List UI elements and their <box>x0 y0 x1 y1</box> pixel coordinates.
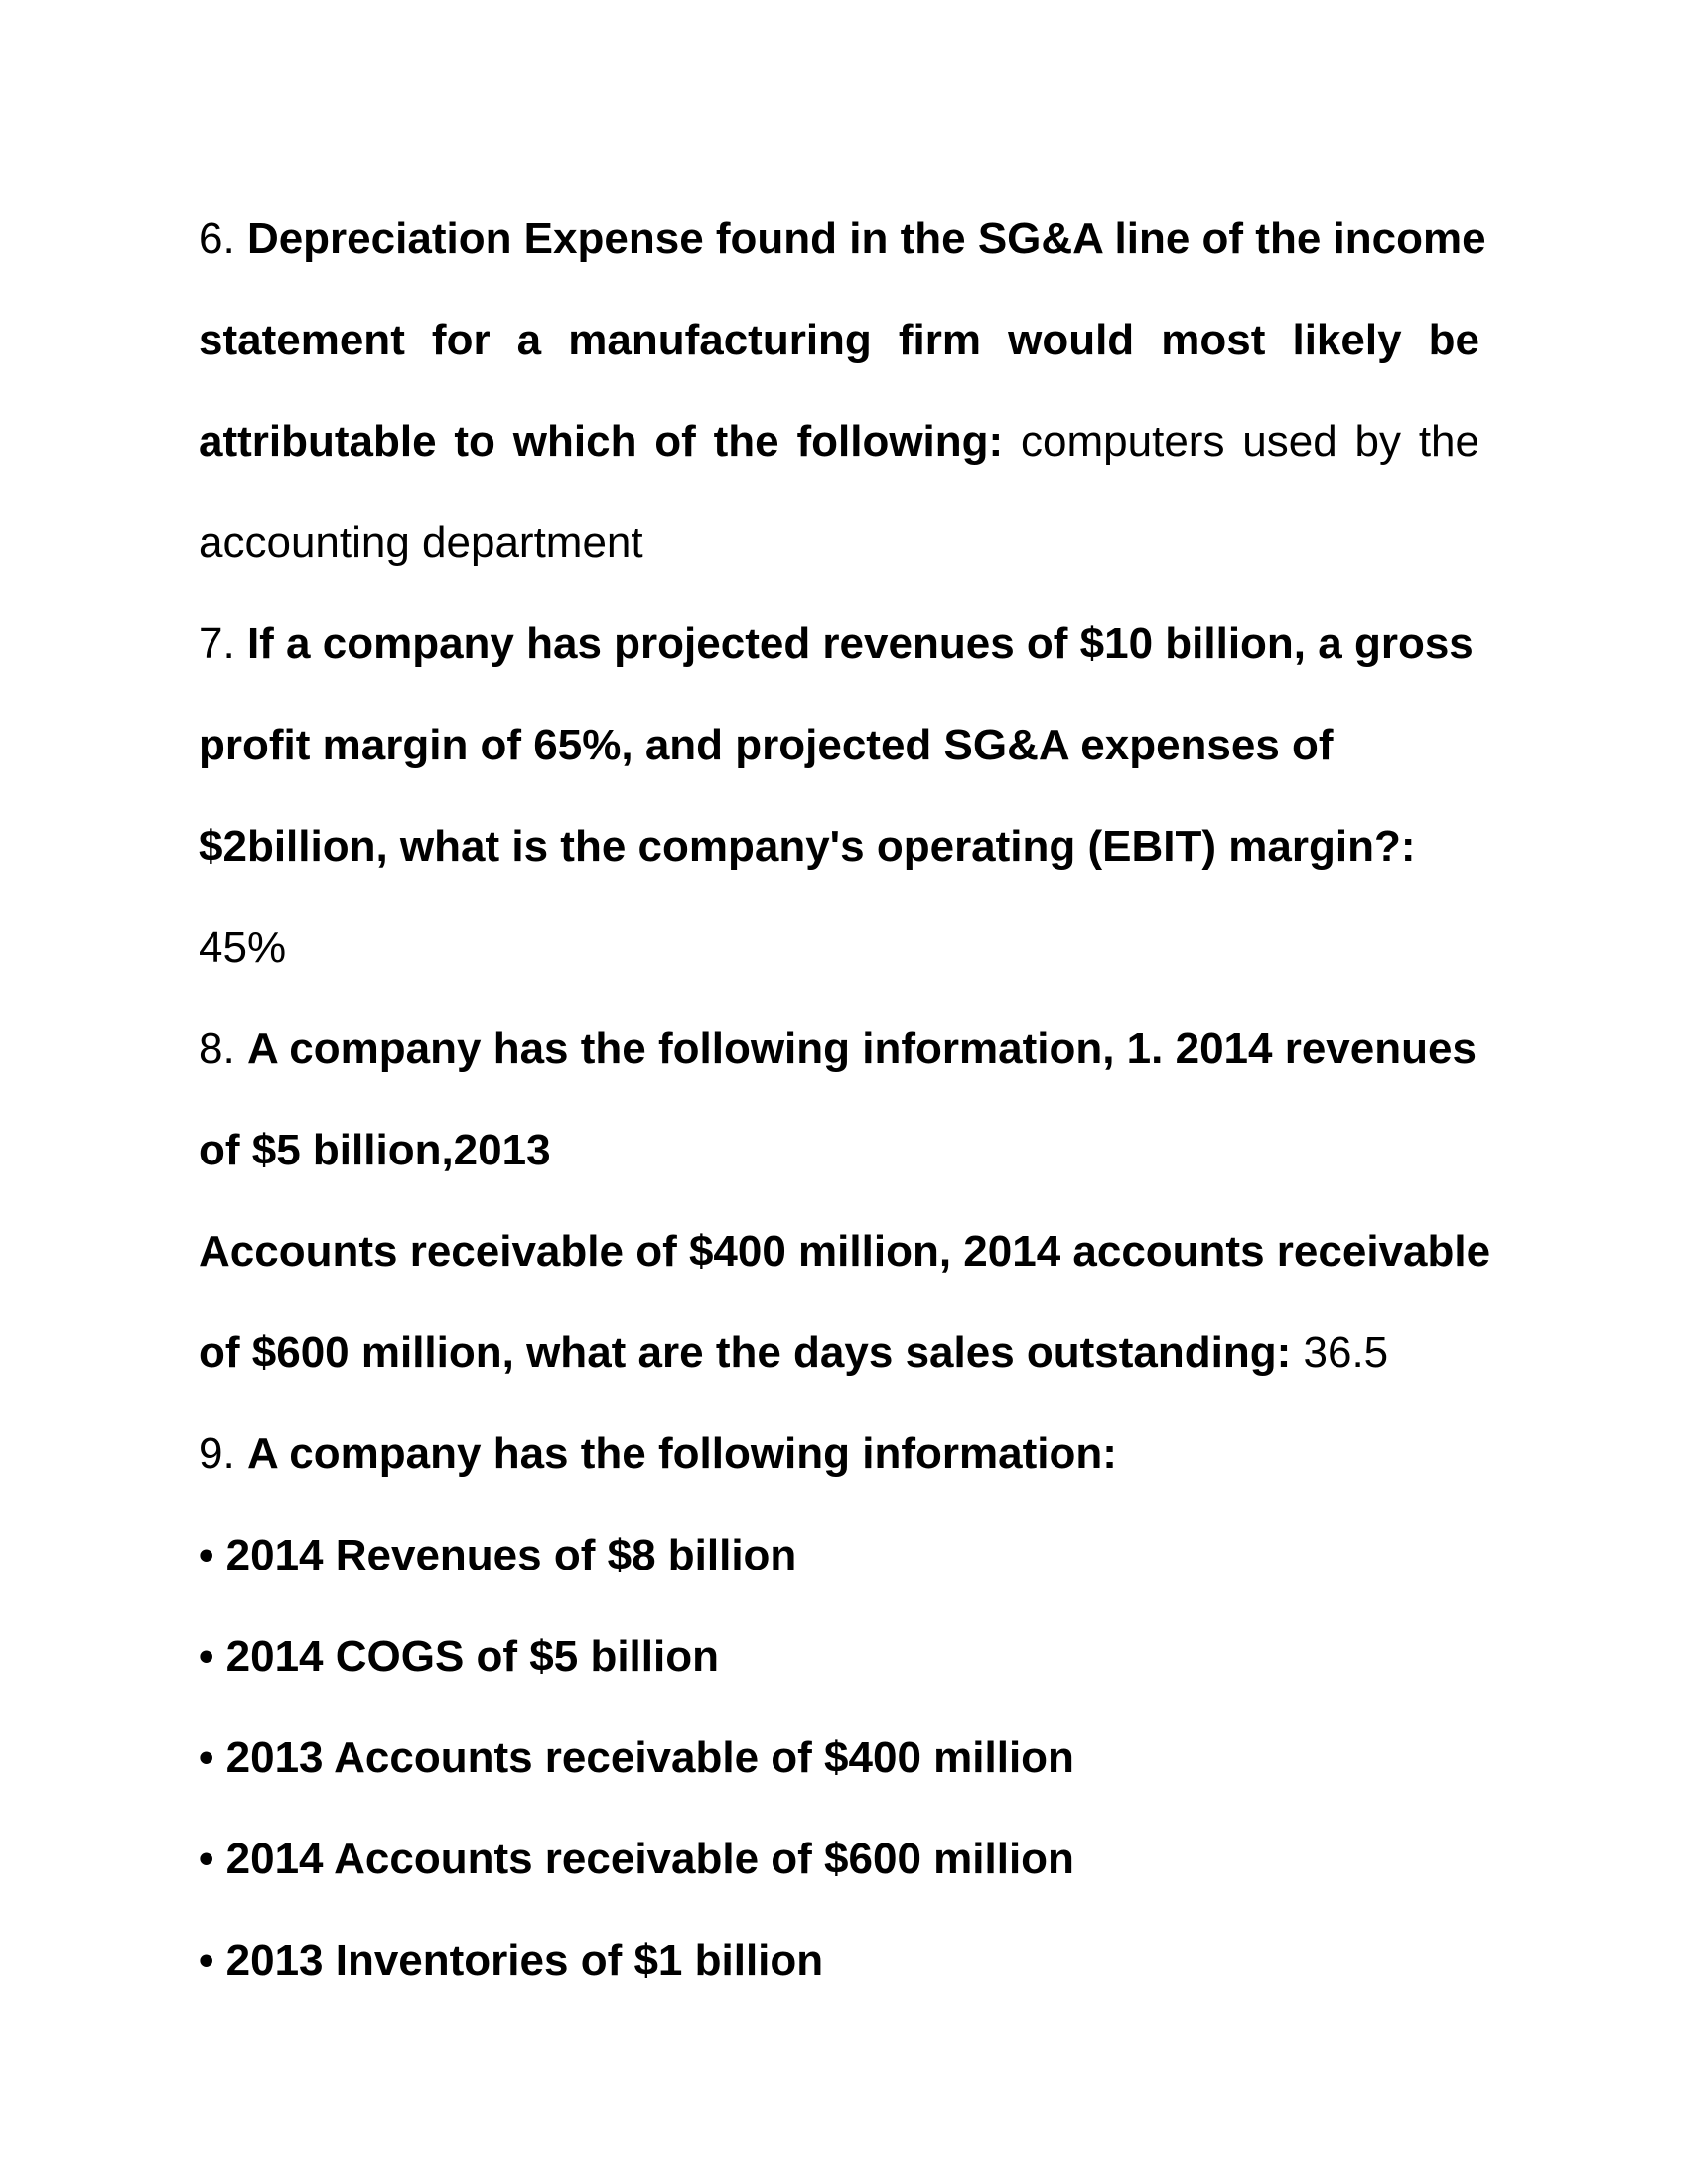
q7-line-1 <box>199 594 1479 695</box>
q9-bullet-item: • 2014 COGS of $5 billion <box>199 1632 719 1681</box>
q7-question-line-1: If a company has projected revenues of $10 billion, a gross <box>246 619 1474 668</box>
q7-question-line-2: profit margin of 65%, and projected SG&A expenses of <box>199 721 1334 769</box>
q6-number: 6. <box>199 214 235 263</box>
document-page <box>199 189 1491 2011</box>
q8-answer: 36.5 <box>1303 1328 1389 1377</box>
q9-question: A company has the following information: <box>246 1430 1117 1478</box>
q6-line-3 <box>199 391 1479 492</box>
q7-question-line-3: $2billion, what is the company's operating (EBIT) margin?: <box>199 822 1416 871</box>
q6-question-line-3: attributable to which of the following: <box>199 417 1004 466</box>
q9-bullet-item: • 2013 Inventories of $1 billion <box>199 1936 824 1984</box>
q7-answer: 45% <box>199 923 287 972</box>
q8-number: 8. <box>199 1024 235 1073</box>
q8-question-line-1: A company has the following information, 1. 2014 revenues <box>246 1024 1477 1073</box>
q7-number: 7. <box>199 619 235 668</box>
q6-answer-part-1: computers used by the <box>1021 417 1479 466</box>
q6-answer-part-2: accounting department <box>199 518 643 567</box>
q9-number: 9. <box>199 1430 235 1478</box>
q6-question-line-1: Depreciation Expense found in the SG&A line of the income <box>246 214 1486 263</box>
q9-line-1 <box>199 1404 1479 1505</box>
q9-bullet-item: • 2014 Accounts receivable of $600 million <box>199 1835 1074 1883</box>
q9-bullet-item: • 2013 Accounts receivable of $400 million <box>199 1733 1074 1782</box>
q8-question-line-4: of $600 million, what are the days sales outstanding: <box>199 1328 1292 1377</box>
q8-question-line-2: of $5 billion,2013 <box>199 1126 551 1174</box>
q8-question-line-3: Accounts receivable of $400 million, 2014 accounts receivable <box>199 1227 1491 1276</box>
q8-line-1 <box>199 999 1479 1100</box>
q9-bullet-item: • 2014 Revenues of $8 billion <box>199 1531 797 1579</box>
q6-question-line-2: statement for a manufacturing firm would most likely be <box>199 316 1479 364</box>
q6-line-1 <box>199 189 1486 290</box>
q8-line-4 <box>199 1302 1479 1404</box>
